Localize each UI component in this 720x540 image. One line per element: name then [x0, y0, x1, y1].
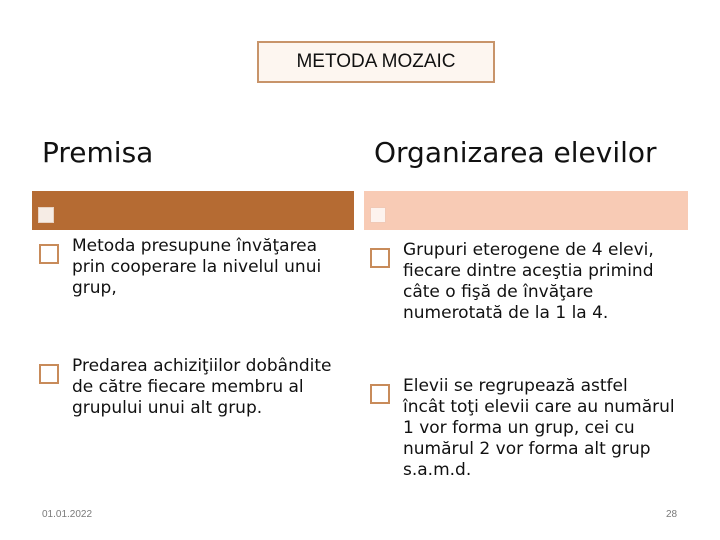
bullet-item-left-1 [39, 236, 344, 299]
slide-title-text: METODA MOZAIC [296, 51, 456, 72]
header-band-right [364, 191, 688, 230]
column-heading-premisa: Premisa [42, 136, 154, 169]
footer-date: 01.01.2022 [42, 509, 93, 520]
bullet-item-right-1 [370, 240, 690, 324]
slide-title [257, 41, 495, 83]
footer-page-number: 28 [666, 509, 678, 520]
bullet-text: Grupuri eterogene de 4 elevi, fiecare dintre aceştia primind câte o fişă de învăţare numerotată de la 1 la 4. [403, 240, 654, 323]
bullet-item-left-2 [39, 356, 344, 419]
column-heading-organizarea: Organizarea elevilor [374, 136, 657, 169]
square-bullet-icon [39, 364, 59, 384]
square-bullet-icon [370, 248, 390, 268]
square-bullet-icon [39, 244, 59, 264]
bullet-item-right-2 [370, 376, 690, 481]
bullet-text: Predarea achiziţiilor dobândite de către fiecare membru al grupului unui alt grup. [72, 356, 332, 418]
band-square-icon [38, 207, 54, 223]
square-bullet-icon [370, 384, 390, 404]
header-band-left [32, 191, 354, 230]
bullet-text: Elevii se regrupează astfel încât toţi elevii care au numărul 1 vor forma un grup, cei cu numărul 2 vor forma alt grup s.a.m.d. [403, 376, 675, 480]
bullet-text: Metoda presupune învăţarea prin cooperare la nivelul unui grup, [72, 236, 322, 298]
band-square-icon [370, 207, 386, 223]
